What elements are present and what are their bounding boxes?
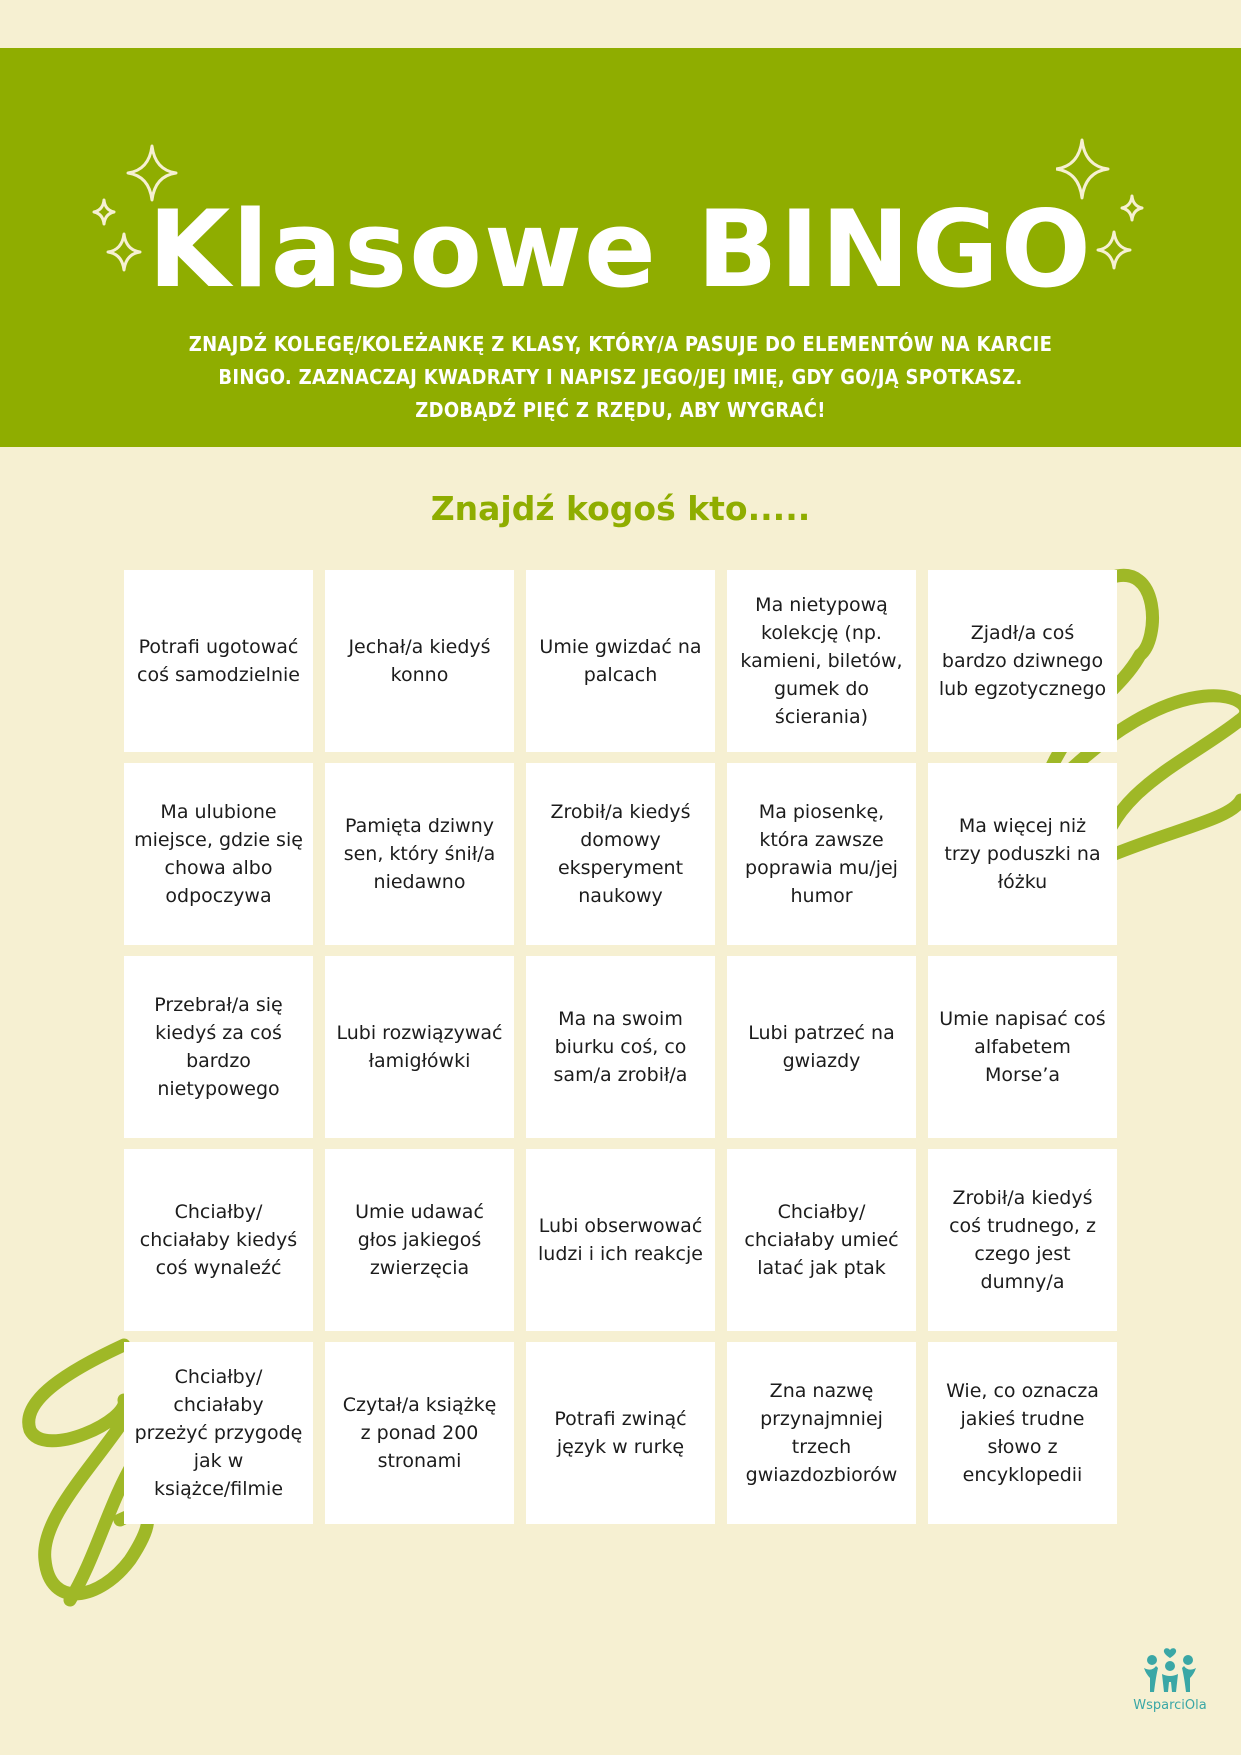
bingo-cell[interactable] [526,763,715,945]
bingo-cell[interactable] [124,956,313,1138]
bingo-cell-text: Lubi obserwować ludzi i ich reakcje [538,1215,703,1265]
bingo-cell[interactable] [727,1342,916,1524]
bingo-cell-text: Zrobił/a kiedyś domowy eksperyment naukowy [550,801,691,907]
brand-logo [1120,1646,1220,1726]
instructions-text: ZNAJDŹ KOLEGĘ/KOLEŻANKĘ Z KLASY, KTÓRY/A PASUJE DO ELEMENTÓW NA KARCIE BINGO. ZAZNACZAJ KWADRATY I NAPISZ JEGO/JEJ IMIĘ, GDY GO/JĄ SPOTKASZ. ZDOBĄDŹ PIĘĆ Z RZĘDU, ABY WYGRAĆ! [188,332,1053,422]
bingo-cell[interactable] [325,956,514,1138]
bingo-cell[interactable] [526,1342,715,1524]
bingo-cell-text: Jechał/a kiedyś konno [348,636,491,686]
bingo-cell[interactable] [928,956,1117,1138]
bingo-cell[interactable] [526,1149,715,1331]
bingo-cell-text: Ma na swoim biurku coś, co sam/a zrobił/a [553,1008,688,1086]
bingo-cell[interactable] [928,570,1117,752]
bingo-cell[interactable] [325,763,514,945]
bingo-cell[interactable] [928,763,1117,945]
bingo-cell-text: Zjadł/a coś bardzo dziwnego lub egzotycznego [938,622,1107,700]
bingo-cell[interactable] [124,570,313,752]
bingo-cell[interactable] [727,1149,916,1331]
bingo-cell-text: Wie, co oznacza jakieś trudne słowo z encyklopedii [946,1380,1099,1486]
bingo-cell-text: Przebrał/a się kiedyś za coś bardzo nietypowego [154,994,283,1100]
grid-subtitle: Znajdź kogoś kto..... [430,489,811,528]
bingo-cell-text: Ma nietypową kolekcję (np. kamieni, biletów, gumek do ścierania) [740,594,903,728]
bingo-cell[interactable] [124,1342,313,1524]
bingo-cell-text: Lubi rozwiązywać łamigłówki [336,1022,503,1072]
bingo-cell-text: Potrafi zwinąć język w rurkę [554,1408,687,1458]
bingo-cell[interactable] [124,1149,313,1331]
bingo-cell-text: Zrobił/a kiedyś coś trudnego, z czego jest dumny/a [949,1187,1096,1293]
bingo-grid [124,570,1117,1524]
bingo-cell-text: Ma piosenkę, która zawsze poprawia mu/jej humor [745,801,898,907]
bingo-cell-text: Chciałby/ chciałaby kiedyś coś wynaleźć [139,1201,298,1279]
page-title: Klasowe BINGO [148,188,1093,311]
logo-text: WsparciOla [1133,1698,1207,1713]
bingo-cell-text: Umie udawać głos jakiegoś zwierzęcia [355,1201,484,1279]
bingo-cell-text: Ma więcej niż trzy poduszki na łóżku [944,815,1101,893]
bingo-cell[interactable] [727,570,916,752]
bingo-cell-text: Czytał/a książkę z ponad 200 stronami [342,1394,497,1472]
bingo-cell-text: Pamięta dziwny sen, który śnił/a niedawno [343,815,496,893]
bingo-cell[interactable] [325,1149,514,1331]
bingo-cell[interactable] [325,570,514,752]
bingo-cell-text: Zna nazwę przynajmniej trzech gwiazdozbiorów [745,1380,898,1486]
bingo-cell-text: Potrafi ugotować coś samodzielnie [137,636,300,686]
bingo-cell[interactable] [727,763,916,945]
bingo-cell-text: Umie napisać coś alfabetem Morse’a [939,1008,1106,1086]
bingo-cell-text: Lubi patrzeć na gwiazdy [748,1022,895,1072]
bingo-cell[interactable] [928,1149,1117,1331]
bingo-cell-text: Ma ulubione miejsce, gdzie się chowa albo odpoczywa [134,801,303,907]
people-heart-icon [1142,1646,1198,1694]
bingo-cell[interactable] [727,956,916,1138]
bingo-cell[interactable] [325,1342,514,1524]
bingo-cell-text: Chciałby/ chciałaby umieć latać jak ptak [744,1201,899,1279]
bingo-cell-text: Chciałby/ chciałaby przeżyć przygodę jak w książce/filmie [134,1366,303,1500]
bingo-cell[interactable] [526,570,715,752]
bingo-cell[interactable] [124,763,313,945]
bingo-cell-text: Umie gwizdać na palcach [539,636,702,686]
bingo-cell[interactable] [928,1342,1117,1524]
bingo-cell[interactable] [526,956,715,1138]
